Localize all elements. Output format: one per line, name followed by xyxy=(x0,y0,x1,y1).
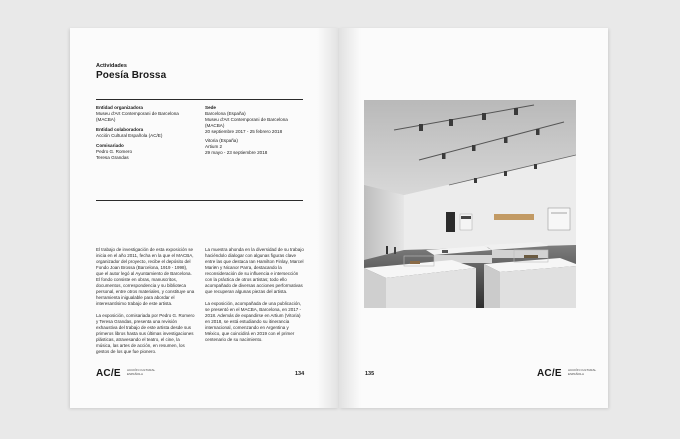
page-title: Poesía Brossa xyxy=(96,70,167,81)
ace-logo: AC/E xyxy=(96,368,121,379)
logo-subtitle-line: ESPAÑOLA xyxy=(127,371,143,376)
credit-heading: Entidad colaboradora xyxy=(96,127,144,132)
body-column-1 xyxy=(96,247,196,361)
logo-subtitle-line: ESPAÑOLA xyxy=(568,371,584,376)
book-spread xyxy=(70,28,608,408)
credit-group xyxy=(96,105,196,123)
credit-line: Pedro G. Romero xyxy=(96,149,132,154)
logo-subtitle xyxy=(127,369,157,376)
divider xyxy=(96,99,303,100)
venue-line: Barcelona (España) xyxy=(205,111,246,116)
credit-line: (MACBA) xyxy=(96,117,116,122)
venue-line: 29 mayo - 23 septiembre 2018 xyxy=(205,150,268,155)
credits-right xyxy=(205,105,305,156)
credits-left xyxy=(96,105,196,165)
page-number: 135 xyxy=(365,371,375,377)
logo-subtitle xyxy=(568,369,598,376)
exhibition-photo xyxy=(364,100,576,308)
credit-heading: Entidad organizadora xyxy=(96,105,143,110)
credit-group xyxy=(96,143,196,161)
page-number: 134 xyxy=(295,371,305,377)
right-page xyxy=(339,28,608,408)
body-paragraph: La exposición, acompañada de una publicación, se presentó en el MACBA, Barcelona, en 2017 - 2018. Además de expandirse en Artium (Vitoria) en 2018, se está estudiando su itinerancia internacional, comenzando en Argentina y México, que coincidirá en 2019 con el primer centenario de su nacimiento. xyxy=(205,301,302,342)
ace-logo: AC/E xyxy=(537,368,562,379)
logo-subtitle-line: ACCIÓN CULTURAL xyxy=(127,368,156,372)
body-paragraph: La exposición, comisariada por Pedro G. Romero y Teresa Grandas, presenta una revisión exhaustiva del trabajo de este artista desde sus primeros libros hasta sus últimas investigaciones plásticas, atravesando el teatro, el cine, la música, las artes de acción, en resumen, los gestos de los que fue pionero. xyxy=(96,313,195,354)
left-page xyxy=(70,28,339,408)
section-label: Actividades xyxy=(96,63,127,69)
gallery-illustration xyxy=(364,100,576,308)
gutter-shadow xyxy=(317,28,339,408)
credit-line: Museu d'Art Contemporani de Barcelona xyxy=(96,111,179,116)
gutter-shadow xyxy=(339,28,361,408)
credit-heading: Sede xyxy=(205,105,216,110)
divider xyxy=(96,200,303,201)
credit-heading: Comisariado xyxy=(96,143,124,148)
logo-subtitle-line: ACCIÓN CULTURAL xyxy=(568,368,597,372)
venue-line: Museu d'Art Contemporani de Barcelona xyxy=(205,117,288,122)
body-paragraph: El trabajo de investigación de esta exposición se inicia en el año 2011, fecha en la que el MACBA, organizador del proyecto, recibe el depósito del Fondo Joan Brossa (Barcelona, 1919 - 1998), que el autor legó al Ayuntamiento de Barcelona. El fondo consiste en obras, manuscritos, documentos, correspondencia y su biblioteca personal, entre otros materiales, y constituye una herramienta inigualable para abordar el interesantísimo trabajo de este artista. xyxy=(96,247,195,306)
venue-line: (MACBA) xyxy=(205,123,225,128)
credit-line: Acción Cultural Española (AC/E) xyxy=(96,133,163,138)
credit-line: Teresa Grandas xyxy=(96,155,129,160)
venue-line: 20 septiembre 2017 - 25 febrero 2018 xyxy=(205,129,283,134)
body-paragraph: La muestra ahonda en la diversidad de su trabajo haciéndolo dialogar con algunas figuras clave entre las que destaca Ian Hamilton Finlay, Marcel Mariën y Nicanor Parra, destacando la reconsideración de su influencia e intersección con la práctica de otros artistas; todo ello acompañado de diversas acciones performativas que recuperan algunas piezas del artista. xyxy=(205,247,304,294)
venue-line: Vitoria (España) xyxy=(205,138,238,143)
venue-line: Artium 2 xyxy=(205,144,223,149)
credit-group xyxy=(96,127,196,139)
body-column-2 xyxy=(205,247,305,349)
